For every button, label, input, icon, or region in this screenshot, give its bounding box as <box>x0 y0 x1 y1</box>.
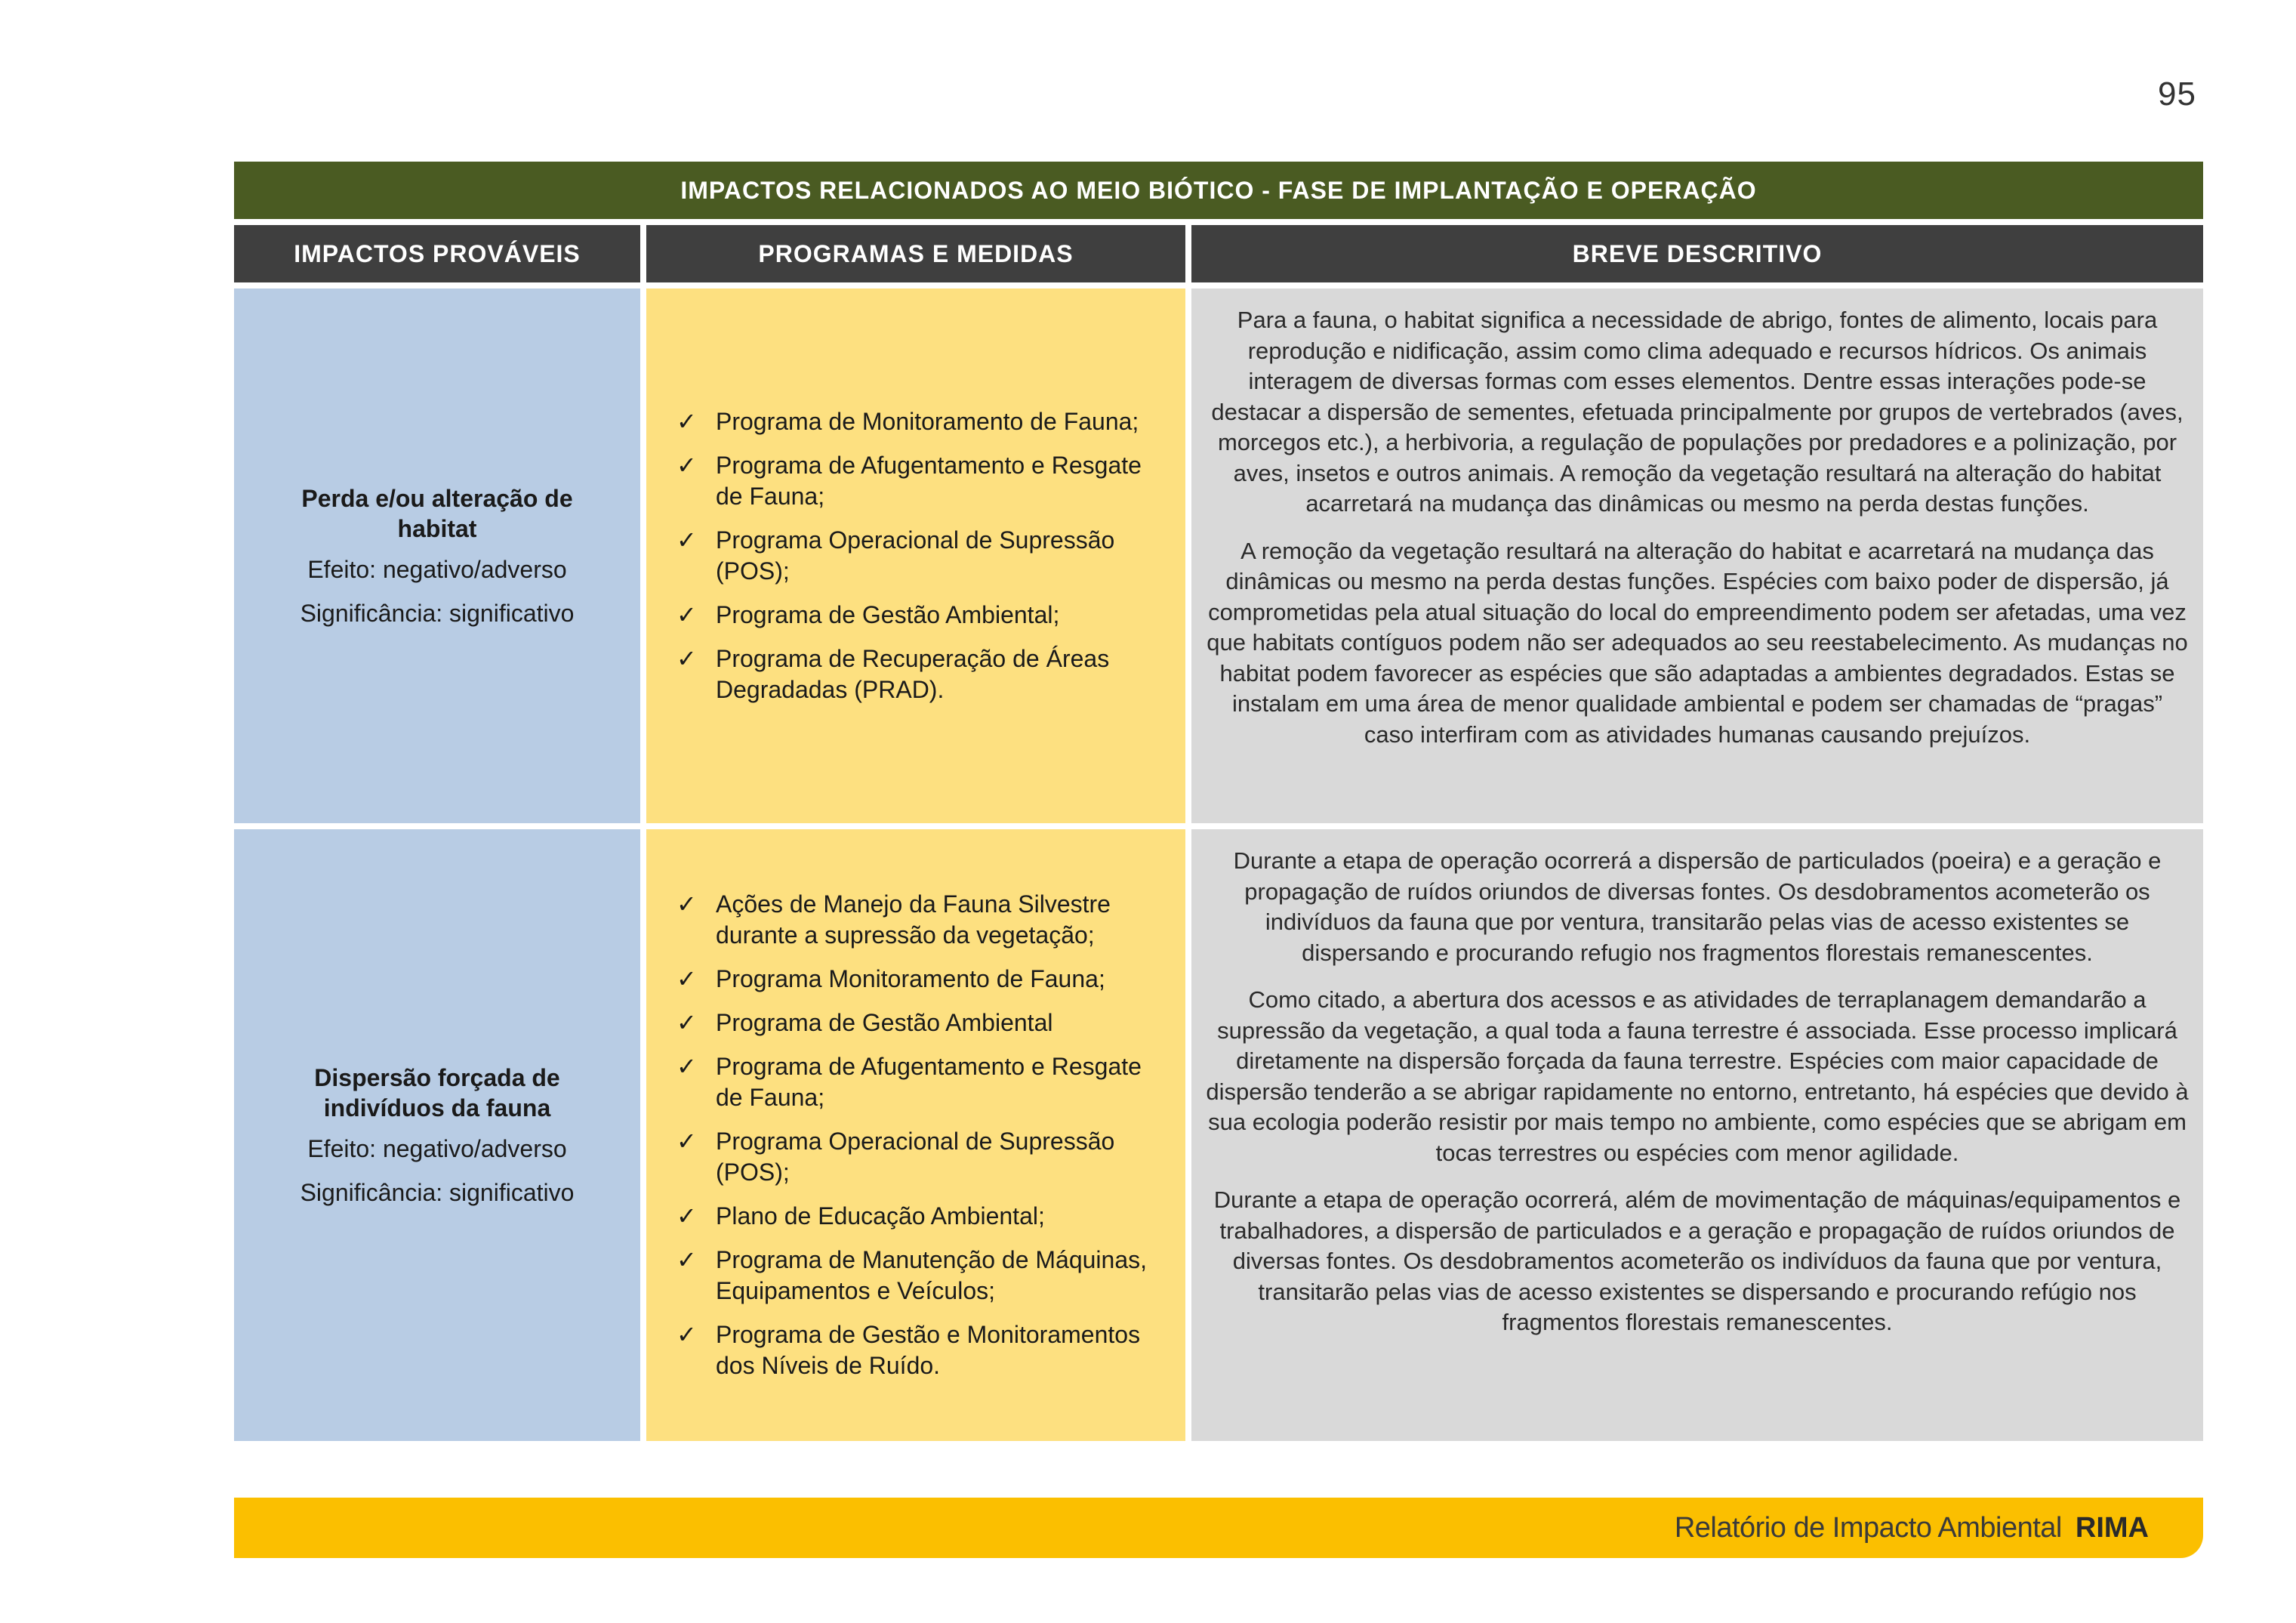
list-item <box>676 889 1163 951</box>
program-label: Programa Operacional de Supressão (POS); <box>716 526 1115 585</box>
footer-brand: RIMA <box>2075 1511 2149 1544</box>
description-paragraph: Durante a etapa de operação ocorrerá a dispersão de particulados (poeira) e a geração e propagação de ruídos oriundos de diversas fontes. Os desdobramentos acometerão os indivíduos da fauna que por ventura, transitarão pelas vias de acesso existentes se dispersando e procurando refugio nos fragmentos florestais remanescentes. <box>1233 847 2162 966</box>
page-number: 95 <box>2158 76 2196 113</box>
program-label: Programa de Gestão Ambiental; <box>716 601 1060 628</box>
table-row <box>234 829 2203 1441</box>
footer-bar <box>234 1498 2203 1558</box>
header-programas: PROGRAMAS E MEDIDAS <box>646 225 1185 282</box>
check-icon: ✓ <box>676 965 697 992</box>
footer-text: Relatório de Impacto Ambiental <box>1674 1511 2062 1544</box>
program-label: Plano de Educação Ambiental; <box>716 1202 1045 1230</box>
header-impactos: IMPACTOS PROVÁVEIS <box>234 225 640 282</box>
program-label: Programa de Recuperação de Áreas Degradadas (PRAD). <box>716 645 1110 703</box>
list-item <box>676 643 1163 705</box>
check-icon: ✓ <box>676 1009 697 1036</box>
description-paragraph: Durante a etapa de operação ocorrerá, além de movimentação de máquinas/equipamentos e trabalhadores, a dispersão de particulados e a geração e propagação de ruídos oriundos de diversas fontes. Os desdobramentos acometerão os indivíduos da fauna que por ventura, transitarão pelas vias de acesso existentes se dispersando e procurando refúgio nos fragmentos florestais remanescentes. <box>1213 1186 2181 1335</box>
list-item <box>676 600 1163 631</box>
table-header-row <box>234 225 2203 282</box>
check-icon: ✓ <box>676 1321 697 1348</box>
impact-name: Dispersão forçada de indivíduos da fauna <box>314 1064 560 1122</box>
check-icon: ✓ <box>676 645 697 672</box>
check-icon: ✓ <box>676 1128 697 1155</box>
check-icon: ✓ <box>676 452 697 479</box>
description-cell <box>1191 829 2203 1441</box>
program-label: Programa de Monitoramento de Fauna; <box>716 408 1139 435</box>
description-cell <box>1191 288 2203 823</box>
program-label: Programa de Gestão e Monitoramentos dos Níveis de Ruído. <box>716 1321 1141 1379</box>
impact-significance: Significância: significativo <box>300 1179 575 1206</box>
programs-cell <box>646 288 1185 823</box>
impact-name: Perda e/ou alteração de habitat <box>301 485 573 542</box>
programs-cell <box>646 829 1185 1441</box>
description-paragraph: Para a fauna, o habitat significa a necessidade de abrigo, fontes de alimento, locais para reprodução e nidificação, assim como clima adequado e recursos hídricos. Os animais interagem de diversas formas com esses elementos. Dentre essas interações pode-se destacar a dispersão de sementes, efetuada principalmente por grupos de vertebrados (aves, morcegos etc.), a herbivoria, a regulação de populações por predadores e a polinização, por aves, insetos e outros animais. A remoção da vegetação resultará na alteração do habitat acarretará na mudança das dinâmicas ou mesmo na perda destas funções. <box>1211 307 2184 517</box>
list-item <box>676 1245 1163 1307</box>
check-icon: ✓ <box>676 601 697 628</box>
table-row <box>234 288 2203 823</box>
programs-list <box>676 889 1163 1381</box>
list-item <box>676 1051 1163 1113</box>
check-icon: ✓ <box>676 1202 697 1230</box>
impact-table <box>234 162 2203 1441</box>
check-icon: ✓ <box>676 526 697 554</box>
list-item <box>676 964 1163 995</box>
impact-effect: Efeito: negativo/adverso <box>307 556 567 583</box>
list-item <box>676 1319 1163 1381</box>
description-paragraph: Como citado, a abertura dos acessos e as atividades de terraplanagem demandarão a supressão da vegetação, a qual toda a fauna terrestre é associada. Esse processo implicará diretamente na dispersão forçada da fauna terrestre. Espécies com maior capacidade de dispersão tenderão a se abrigar rapidamente no entorno, entretanto, há espécies que devido à sua ecologia poderão resistir por mais tempo no ambiente, como espécies que se abrigam em tocas terrestres ou espécies com menor agilidade. <box>1206 986 2189 1166</box>
impact-effect: Efeito: negativo/adverso <box>307 1135 567 1162</box>
list-item <box>676 1126 1163 1188</box>
list-item <box>676 450 1163 512</box>
table-title: IMPACTOS RELACIONADOS AO MEIO BIÓTICO - FASE DE IMPLANTAÇÃO E OPERAÇÃO <box>234 162 2203 219</box>
program-label: Ações de Manejo da Fauna Silvestre durante a supressão da vegetação; <box>716 890 1111 949</box>
impact-significance: Significância: significativo <box>300 600 575 627</box>
list-item <box>676 406 1163 437</box>
program-label: Programa de Gestão Ambiental <box>716 1009 1053 1036</box>
check-icon: ✓ <box>676 1053 697 1080</box>
list-item <box>676 1201 1163 1232</box>
program-label: Programa Monitoramento de Fauna; <box>716 965 1105 992</box>
programs-list <box>676 406 1163 705</box>
description-paragraph: A remoção da vegetação resultará na alteração do habitat e acarretará na mudança das dinâmicas ou mesmo na perda destas funções. Espécies com baixo poder de dispersão, já comprometidas pela atual situação do local do empreendimento podem ser afetadas, uma vez que habitats contíguos podem não ser adequados ao seu reestabelecimento. As mudanças no habitat podem favorecer as espécies que são adaptadas a ambientes degradados. Estas se instalam em uma área de menor qualidade ambiental e podem ser chamadas de “pragas” caso interfiram com as atividades humanas causando prejuízos. <box>1207 537 2188 748</box>
program-label: Programa de Manutenção de Máquinas, Equipamentos e Veículos; <box>716 1246 1148 1304</box>
list-item <box>676 525 1163 587</box>
header-descritivo: BREVE DESCRITIVO <box>1191 225 2203 282</box>
check-icon: ✓ <box>676 1246 697 1273</box>
impact-cell <box>234 829 640 1441</box>
check-icon: ✓ <box>676 408 697 435</box>
list-item <box>676 1007 1163 1038</box>
impact-cell <box>234 288 640 823</box>
program-label: Programa de Afugentamento e Resgate de Fauna; <box>716 452 1142 510</box>
check-icon: ✓ <box>676 890 697 918</box>
program-label: Programa Operacional de Supressão (POS); <box>716 1128 1115 1186</box>
program-label: Programa de Afugentamento e Resgate de Fauna; <box>716 1053 1142 1111</box>
